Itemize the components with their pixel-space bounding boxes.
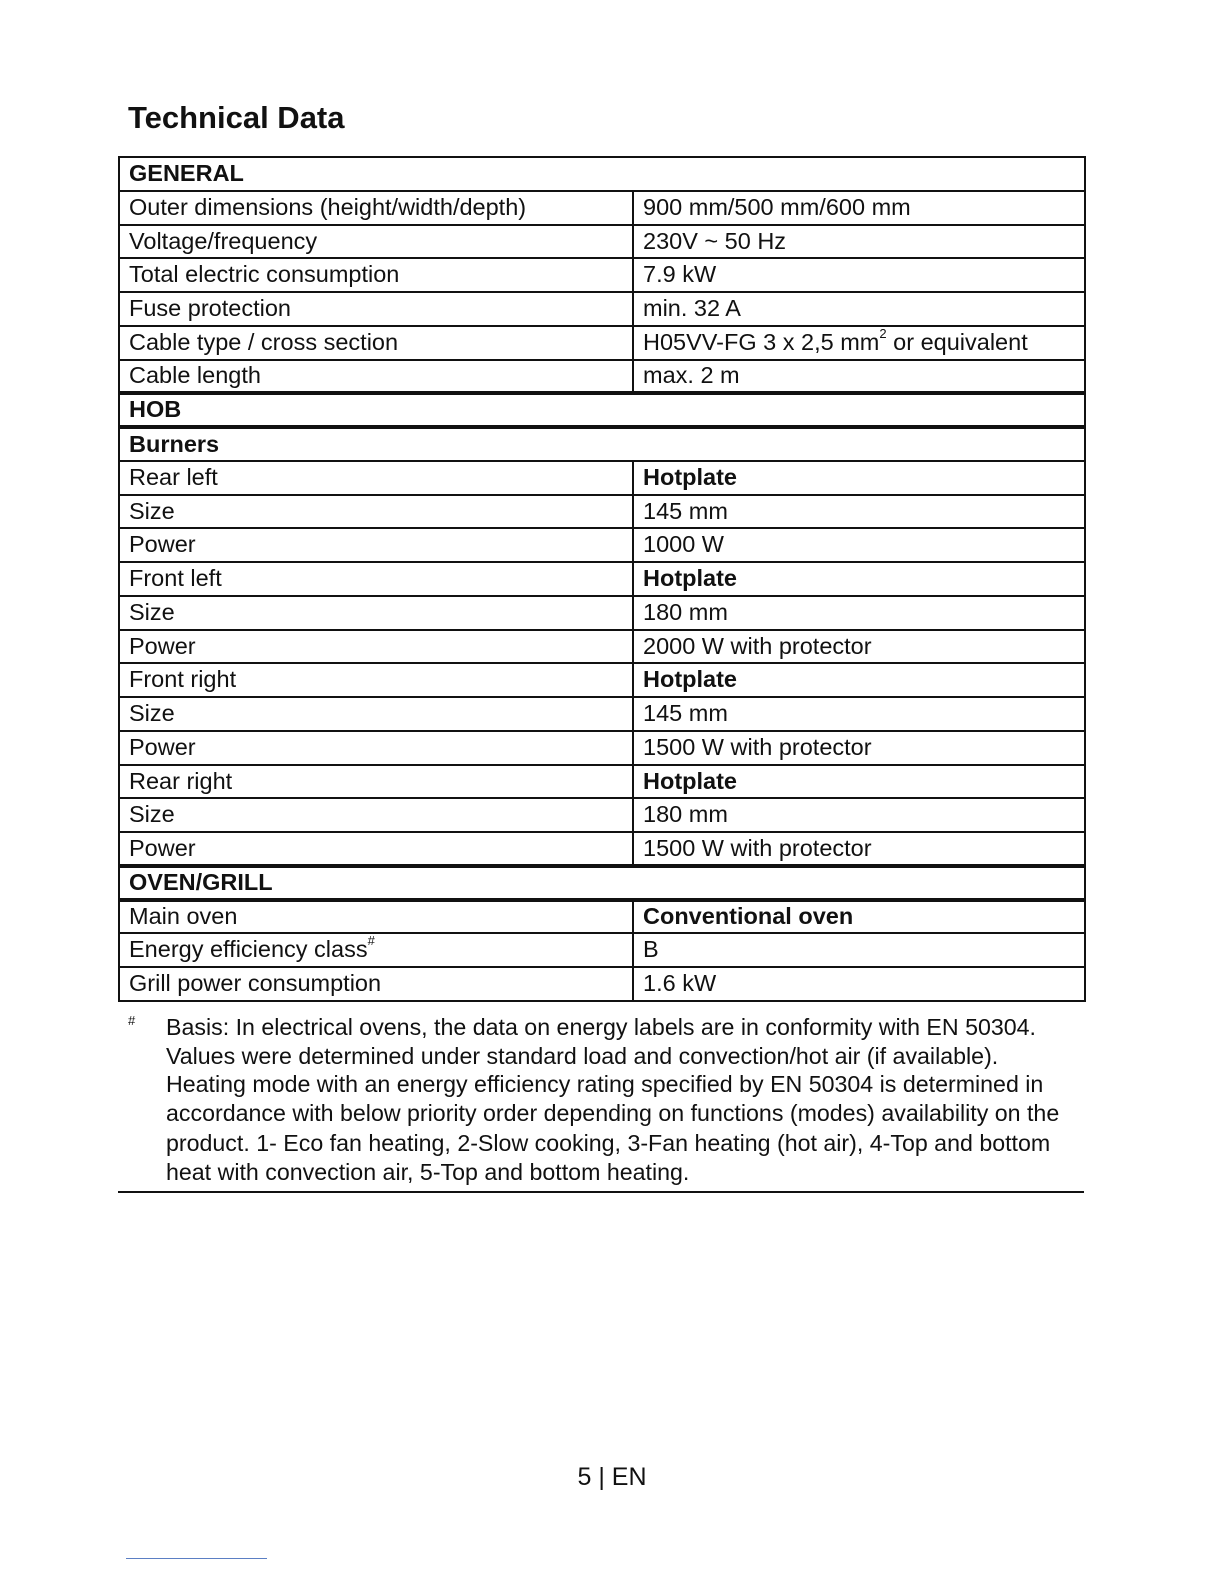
subsection-row-burners <box>119 427 1085 461</box>
technical-data-table <box>118 156 1086 1002</box>
page-title: Technical Data <box>128 100 345 135</box>
spec-value: 1000 W <box>633 528 1085 562</box>
spec-label: Cable type / cross section <box>119 326 633 360</box>
section-row-hob <box>119 393 1085 427</box>
spec-value: 1.6 kW <box>633 967 1085 1001</box>
spec-value: max. 2 m <box>633 360 1085 394</box>
cable-value-text: H05VV-FG 3 x 2,5 mm <box>643 328 880 355</box>
spec-value: Hotplate <box>633 765 1085 799</box>
table-row <box>119 933 1085 967</box>
spec-label: Rear left <box>119 461 633 495</box>
table-row <box>119 663 1085 697</box>
footnote-mark: # <box>128 1013 136 1028</box>
page-number: 5 | EN <box>577 1463 647 1491</box>
spec-label: Outer dimensions (height/width/depth) <box>119 191 633 225</box>
section-row-oven-grill <box>119 866 1085 900</box>
energy-class-label: Energy efficiency class <box>129 936 368 963</box>
spec-value: 2000 W with protector <box>633 630 1085 664</box>
spec-value: Hotplate <box>633 461 1085 495</box>
table-row <box>119 528 1085 562</box>
table-row <box>119 731 1085 765</box>
table-row <box>119 765 1085 799</box>
table-row <box>119 360 1085 394</box>
spec-value: Hotplate <box>633 663 1085 697</box>
spec-value: Hotplate <box>633 562 1085 596</box>
footnote-paragraph: Basis: In electrical ovens, the data on energy labels are in conformity with EN 50304. Values were determined under standard load and convection/hot air (if available). <box>166 1014 1036 1069</box>
spec-label: Size <box>119 596 633 630</box>
spec-value: 1500 W with protector <box>633 731 1085 765</box>
spec-label: Power <box>119 528 633 562</box>
table-row <box>119 967 1085 1001</box>
spec-label: Size <box>119 495 633 529</box>
table-row <box>119 832 1085 866</box>
spec-value: 180 mm <box>633 596 1085 630</box>
spec-label: Total electric consumption <box>119 258 633 292</box>
spec-label: Power <box>119 731 633 765</box>
spec-value: 1500 W with protector <box>633 832 1085 866</box>
subsection-heading: Burners <box>119 427 1085 461</box>
table-row <box>119 191 1085 225</box>
table-row <box>119 461 1085 495</box>
footnote-reference: # <box>367 933 375 949</box>
section-heading: OVEN/GRILL <box>119 866 1085 900</box>
spec-label: Grill power consumption <box>119 967 633 1001</box>
table-row <box>119 225 1085 259</box>
spec-label: Fuse protection <box>119 292 633 326</box>
spec-value: 900 mm/500 mm/600 mm <box>633 191 1085 225</box>
spec-value <box>633 326 1085 360</box>
cable-value-suffix: or equivalent <box>886 328 1028 355</box>
spec-label: Size <box>119 798 633 832</box>
spec-value: 145 mm <box>633 697 1085 731</box>
spec-value: 230V ~ 50 Hz <box>633 225 1085 259</box>
spec-label: Voltage/frequency <box>119 225 633 259</box>
section-heading: GENERAL <box>119 157 1085 191</box>
spec-value: B <box>633 933 1085 967</box>
spec-value: Conventional oven <box>633 900 1085 934</box>
spec-value: 145 mm <box>633 495 1085 529</box>
table-row <box>119 697 1085 731</box>
spec-label: Size <box>119 697 633 731</box>
bottom-rule <box>126 1558 267 1559</box>
spec-label: Power <box>119 630 633 664</box>
spec-label: Main oven <box>119 900 633 934</box>
spec-value: min. 32 A <box>633 292 1085 326</box>
section-row-general <box>119 157 1085 191</box>
table-row <box>119 495 1085 529</box>
spec-label <box>119 933 633 967</box>
footnote <box>118 1013 1084 1193</box>
table-row <box>119 258 1085 292</box>
spec-value: 180 mm <box>633 798 1085 832</box>
table-row <box>119 596 1085 630</box>
superscript: 2 <box>879 325 887 341</box>
spec-label: Power <box>119 832 633 866</box>
table-row <box>119 630 1085 664</box>
footnote-paragraph: Heating mode with an energy efficiency rating specified by EN 50304 is determined in accordance with below priority order depending on functions (modes) availability on the product. 1- Eco fan heating, 2-Slow cooking, 3-Fan heating (hot air), 4-Top and bottom heat with convection air, 5-Top and bottom heating. <box>166 1071 1060 1185</box>
spec-label: Cable length <box>119 360 633 394</box>
spec-label: Front left <box>119 562 633 596</box>
spec-label: Rear right <box>119 765 633 799</box>
table-row <box>119 292 1085 326</box>
table-row <box>119 562 1085 596</box>
table-row <box>119 326 1085 360</box>
spec-value: 7.9 kW <box>633 258 1085 292</box>
section-heading: HOB <box>119 393 1085 427</box>
table-row <box>119 900 1085 934</box>
spec-label: Front right <box>119 663 633 697</box>
table-row <box>119 798 1085 832</box>
